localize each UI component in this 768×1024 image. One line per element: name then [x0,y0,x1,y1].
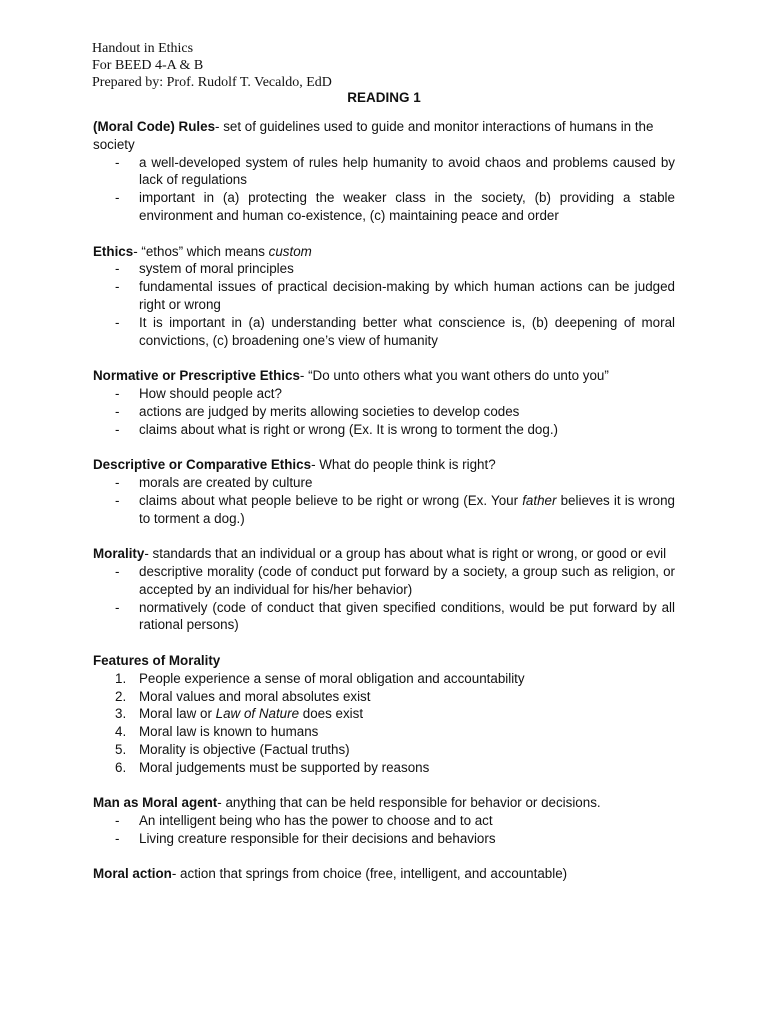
action-term: Moral action [93,866,172,882]
list-item: - How should people act? [115,385,282,401]
list-item: - fundamental issues of practical decision-making by which human actions can be judged right or wrong [115,279,675,312]
ethics-list [93,260,675,349]
list-item: 3. Moral law or Law of Nature does exist [115,706,364,722]
morality-term: Morality [93,546,145,562]
list-item: - a well-developed system of rules help humanity to avoid chaos and problems caused by lack of regulations [115,154,675,188]
morality-definition: Morality- standards that an individual or a group has about what is right or wrong, or good or evil [93,546,667,562]
list-item: - claims about what people believe to be right or wrong (Ex. Your father believes it is wrong to torment a dog.) [115,492,675,526]
features-list [93,670,675,777]
section-normative-ethics [93,367,675,438]
list-item: 4. Moral law is known to humans [115,724,319,740]
morality-list [93,563,675,634]
descriptive-list [93,474,675,527]
agent-list [93,812,675,848]
section-features-of-morality [93,652,675,777]
list-item: - actions are judged by merits allowing societies to develop codes [115,403,520,419]
ethics-definition: Ethics- “ethos” which means custom [93,243,312,259]
list-item: - It is important in (a) understanding better what conscience is, (b) deepening of moral convictions, (c) broadening one’s view of humanity [115,314,675,348]
normative-list [93,385,675,438]
rules-list [93,154,675,225]
list-item: 5. Morality is objective (Factual truths) [115,741,350,757]
list-item: - system of moral principles [115,261,294,277]
descriptive-term: Descriptive or Comparative Ethics [93,457,312,473]
list-item: 1. People experience a sense of moral obligation and accountability [115,670,525,686]
features-heading: Features of Morality [93,652,221,668]
action-definition: Moral action- action that springs from choice (free, intelligent, and accountable) [93,866,568,882]
document-header [92,40,332,91]
list-item: - claims about what is right or wrong (Ex. It is wrong to torment the dog.) [115,421,559,437]
descriptive-definition: Descriptive or Comparative Ethics- What do people think is right? [93,457,496,473]
list-item: - morals are created by culture [115,474,313,490]
document-body [93,118,675,883]
ethics-term: Ethics [93,243,134,259]
list-item: - descriptive morality (code of conduct put forward by a society, a group such as religion, or accepted by an individual for his/her behavior) [115,563,675,597]
section-descriptive-ethics [93,456,675,527]
rules-definition: (Moral Code) Rules- set of guidelines used to guide and monitor interactions of humans in the society [93,119,654,152]
list-item: - important in (a) protecting the weaker class in the society, (b) providing a stable environment and human co-existence, (c) maintaining peace and order [115,190,675,223]
list-item: 2. Moral values and moral absolutes exist [115,688,371,704]
section-ethics [93,243,675,350]
rules-term: (Moral Code) Rules [93,119,216,134]
normative-term: Normative or Prescriptive Ethics [93,368,300,384]
section-moral-agent [93,794,675,847]
list-item: 6. Moral judgements must be supported by reasons [115,759,430,775]
agent-definition: Man as Moral agent- anything that can be held responsible for behavior or decisions. [93,795,601,811]
reading-title: READING 1 [347,90,421,105]
header-line-2: For BEED 4-A & B [92,58,204,73]
list-item: - An intelligent being who has the power to choose and to act [115,813,493,829]
header-line-3: Prepared by: Prof. Rudolf T. Vecaldo, EdD [92,75,332,90]
section-morality [93,545,675,634]
list-item: - Living creature responsible for their decisions and behaviors [115,830,496,846]
normative-definition: Normative or Prescriptive Ethics- “Do unto others what you want others do unto you” [93,368,609,384]
header-line-1: Handout in Ethics [92,41,194,56]
section-moral-action [93,865,675,883]
list-item: - normatively (code of conduct that given specified conditions, would be put forward by all rational persons) [115,599,675,633]
section-rules [93,118,675,225]
agent-term: Man as Moral agent [93,795,218,811]
